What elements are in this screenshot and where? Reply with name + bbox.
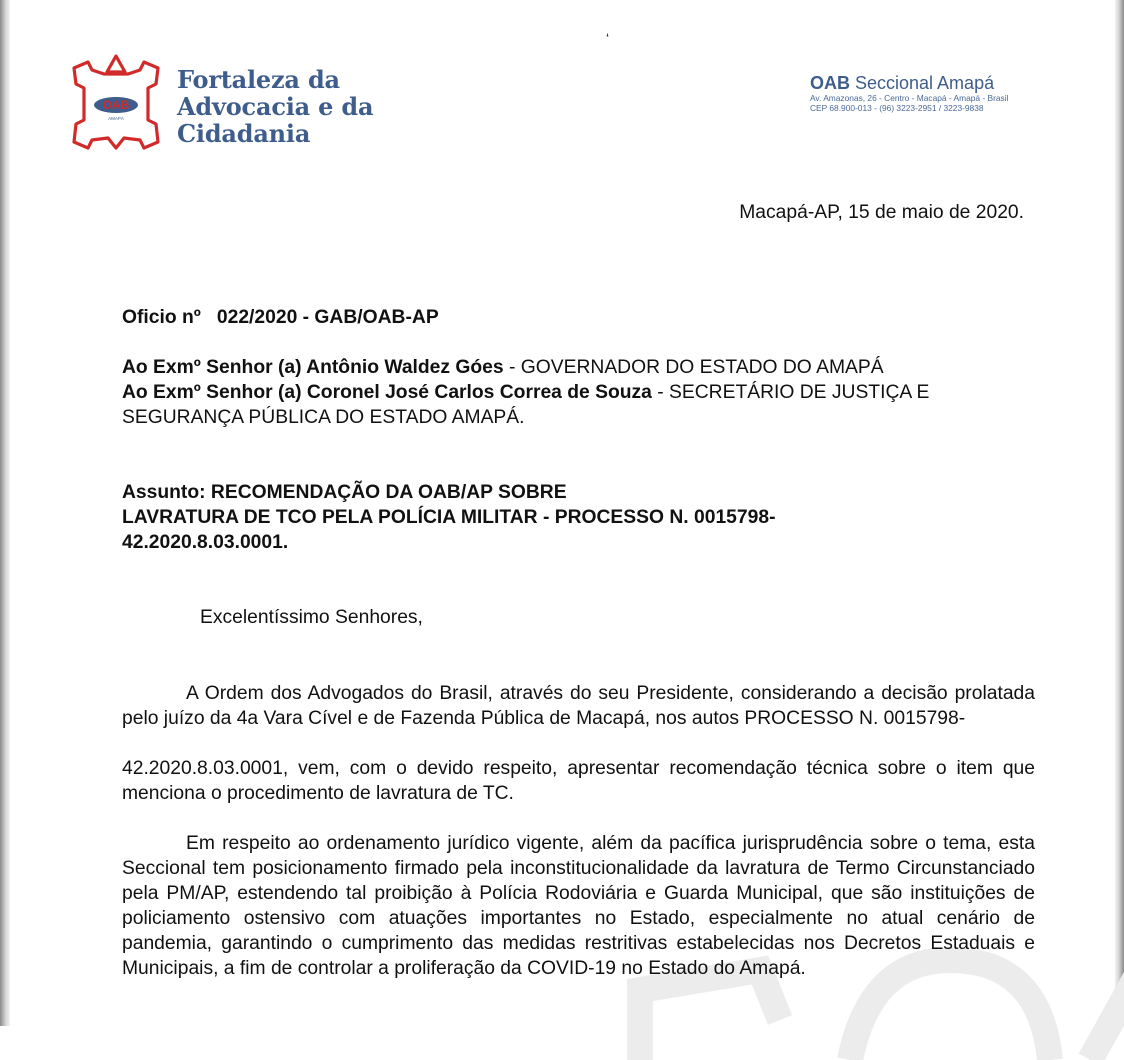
letter-date: Macapá-AP, 15 de maio de 2020. [739,202,1024,223]
recipient-2: Ao Exmº Senhor (a) Coronel José Carlos Correa de Souza - SECRETÁRIO DE JUSTIÇA E SEGURANÇA PÚBLICA DO ESTADO AMAPÁ. [122,382,930,428]
oab-castle-logo [66,50,166,156]
oficio-number: Oficio nº 022/2020 - GAB/OAB-AP [122,307,439,328]
page-edge-left [0,0,10,1026]
seccional-contact: CEP 68.900-013 - (96) 3223-2951 / 3223-9838 [810,103,984,113]
subject [122,480,1035,555]
paragraph-1: A Ordem dos Advogados do Brasil, através do seu Presidente, considerando a decisão prolatada pelo juízo da 4a Vara Cível e de Fazenda Pública de Macapá, nos autos PROCESSO N. 0015798- [122,683,1035,729]
logo-subtext: AMAPÁ [108,116,124,121]
seccional-address: Av. Amazonas, 26 - Centro - Macapá - Amapá - Brasil [810,93,1009,103]
paragraph-1-continuation: 42.2020.8.03.0001, vem, com o devido respeito, apresentar recomendação técnica sobre o item que menciona o procedimento de lavratura de TC. [122,758,1035,804]
recipient-1: Ao Exmº Senhor (a) Antônio Waldez Góes - GOVERNADOR DO ESTADO DO AMAPÁ [122,357,884,378]
brand-line-1: Fortaleza da [177,65,340,94]
page-edge-right [1115,0,1124,1026]
paragraph-2: Em respeito ao ordenamento jurídico vigente, além da pacífica jurisprudência sobre o tema, esta Seccional tem posicionamento firmado pela inconstitucionalidade da lavratura de Termo Circunstanciado pela PM/AP, estendendo tal proibição à Polícia Rodoviária e Guarda Municipal, que são instituições de policiamento ostensivo com atuações importantes no Estado, especialmente no atual cenário de pandemia, garantindo o cumprimento das medidas restritivas estabelecidas nos Decretos Estaduais e Municipais, a fim de controlar a proliferação da COVID-19 no Estado do Amapá. [122,833,1035,979]
salutation: Excelentíssimo Senhores, [200,607,423,628]
seccional-header [810,73,1008,113]
brand-line-2: Advocacia e da [177,92,374,121]
stray-mark: ‘ [606,30,610,46]
brand-name [177,66,373,147]
seccional-title: OAB Seccional Amapá [810,73,995,93]
subject-line-2: LAVRATURA DE TCO PELA POLÍCIA MILITAR - PROCESSO N. 0015798- [122,507,776,528]
subject-line-1: Assunto: RECOMENDAÇÃO DA OAB/AP SOBRE [122,482,567,503]
logo-text: OAB [102,98,130,112]
brand-line-3: Cidadania [177,119,311,148]
recipients [122,355,1035,430]
subject-line-3: 42.2020.8.03.0001. [122,532,289,553]
